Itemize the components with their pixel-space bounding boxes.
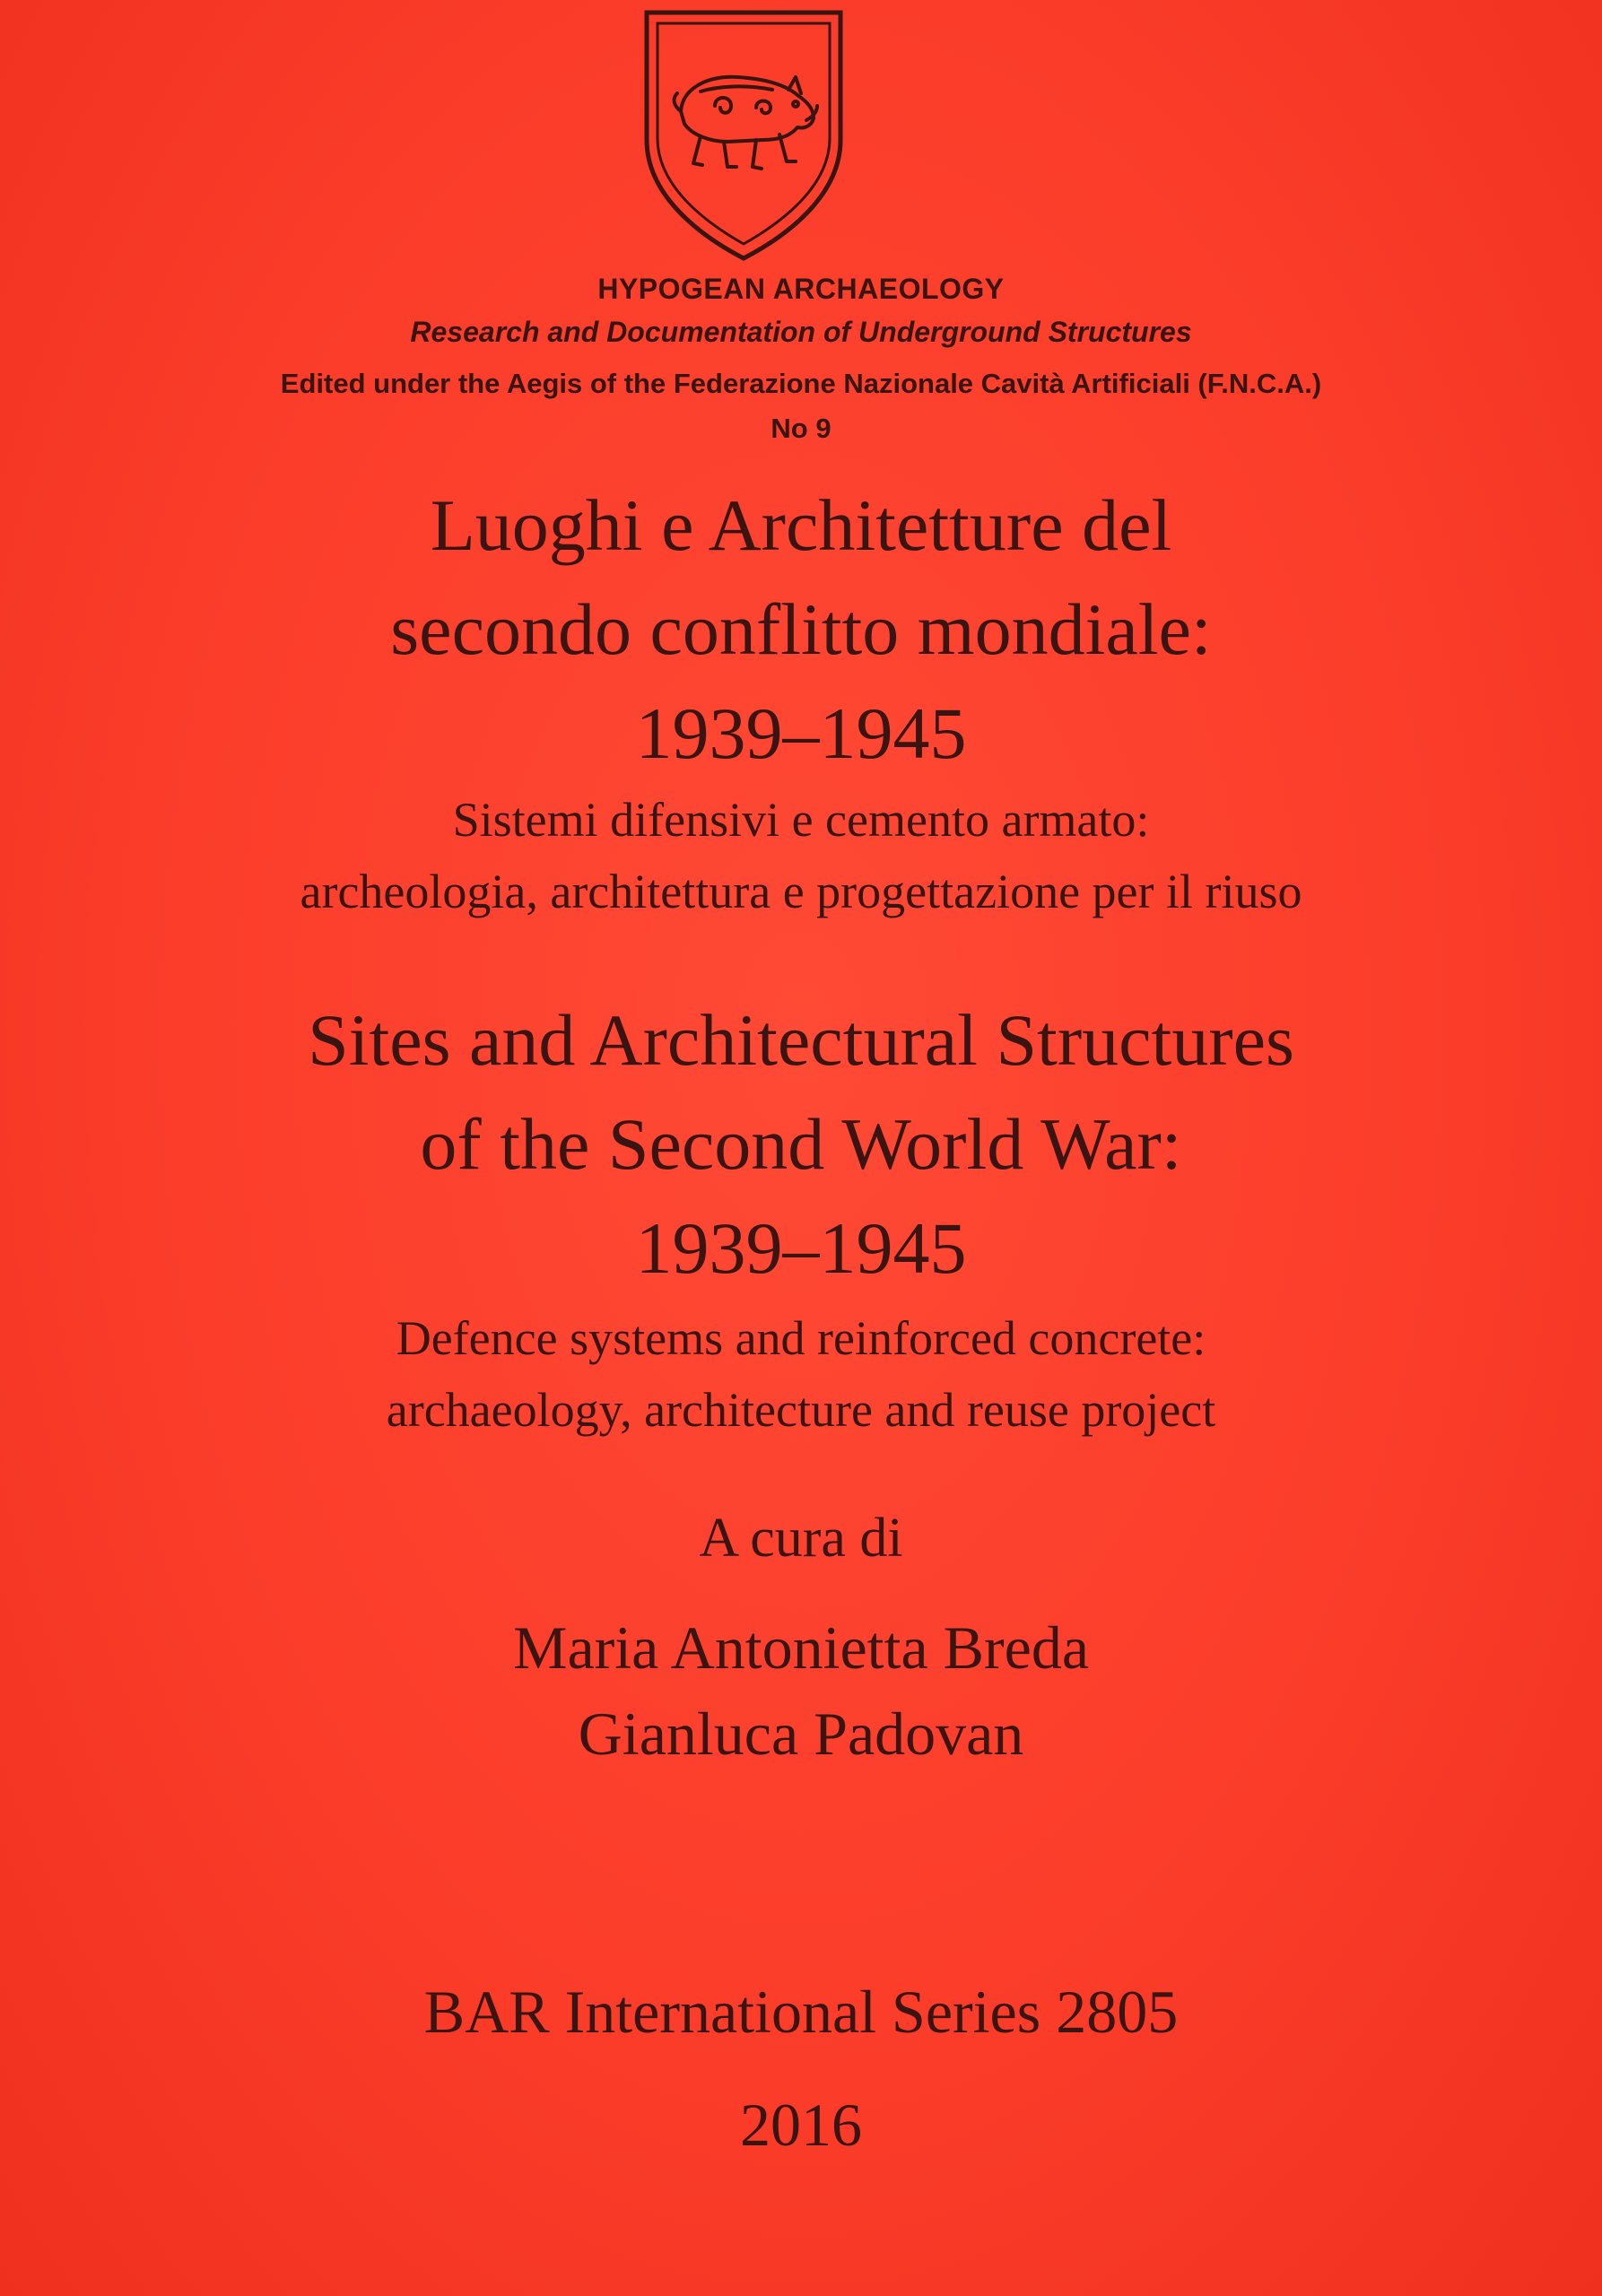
italian-title-line-3: 1939–1945 (635, 692, 967, 774)
english-subtitle-line-2: archaeology, architecture and reuse project (386, 1383, 1216, 1437)
italian-subtitle-line-1: Sistemi difensivi e cemento armato: (452, 793, 1150, 847)
publication-year: 2016 (740, 2091, 862, 2159)
series-title: HYPOGEAN ARCHAEOLOGY (597, 273, 1005, 305)
editor-name-1: Maria Antonietta Breda (512, 1613, 1089, 1682)
english-subtitle-line-1: Defence systems and reinforced concrete: (396, 1311, 1206, 1365)
boar-shield-icon (638, 5, 849, 265)
editor-name-2: Gianluca Padovan (578, 1700, 1024, 1768)
series-number: No 9 (771, 413, 831, 444)
boar-shield-logo (638, 5, 849, 265)
series-subtitle: Research and Documentation of Underground Structures (410, 316, 1192, 348)
english-title-line-3: 1939–1945 (635, 1207, 967, 1289)
series-aegis: Edited under the Aegis of the Federazione Nazionale Cavità Artificiali (F.N.C.A.) (280, 368, 1322, 399)
english-title-line-1: Sites and Architectural Structures (308, 999, 1294, 1081)
italian-title-line-2: secondo conflitto mondiale: (390, 588, 1212, 670)
publication-series: BAR International Series 2805 (423, 1978, 1179, 2046)
italian-subtitle-line-2: archeologia, architettura e progettazione per il riuso (300, 865, 1302, 918)
italian-title-line-1: Luoghi e Architetture del (430, 484, 1172, 566)
editors-label: A cura di (699, 1508, 903, 1569)
english-title-line-2: of the Second World War: (420, 1103, 1182, 1185)
